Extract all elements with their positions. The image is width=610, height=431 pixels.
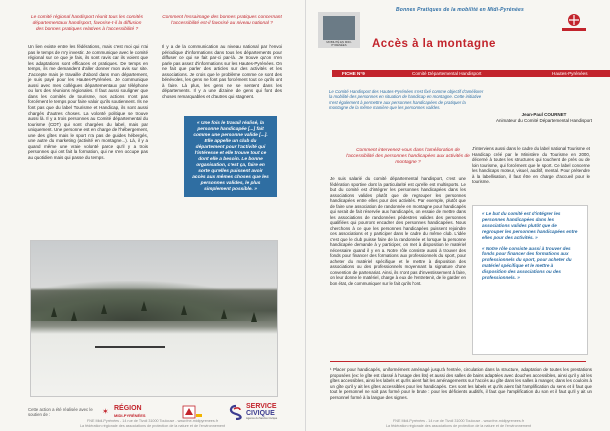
region-logo-subtext: MIDI-PYRÉNÉES	[114, 413, 146, 418]
cover-image	[323, 16, 355, 40]
photo-tree	[141, 301, 147, 311]
left-footer-tagline: La fédération régionale des associations de protection de la nature et de l'environnement	[79, 423, 226, 428]
key-quote-2: « Notre rôle consiste aussi à trouver des fonds pour financer des formations aux professionnels du sport, pour acheter du matériel spécifique et le mettre à disposition des associations ou des professionnels. »	[482, 245, 572, 281]
partner-logo	[180, 405, 204, 420]
service-civique-subtitle: CIVIQUE	[246, 410, 275, 417]
page-title: Accès à la montagne	[372, 38, 496, 50]
right-footer	[306, 419, 610, 429]
left-column-1	[28, 44, 148, 160]
region-logo-icon: ✶	[102, 407, 109, 416]
photo-tree	[221, 309, 227, 319]
collection-cover-thumbnail	[318, 12, 360, 48]
photo-tree	[71, 311, 77, 321]
key-quotes-box	[472, 205, 588, 355]
right-page	[305, 0, 610, 431]
region-logo-text: RÉGION	[114, 405, 142, 412]
dog-sled-team	[95, 346, 165, 348]
left-footer	[0, 419, 305, 429]
intro-text: Le Comité Handisport des Hautes-Pyrénées s'est fixé comme objectif d'améliorer la mobilité des personnes en situation de handicap en montagne. Cette initiative s'est également à permettre aux personnes handicapées de pratiquer la montagne de la même manière que les personnes valides.	[329, 89, 484, 111]
band-organization: Comité Départemental Handisport	[412, 71, 482, 76]
interviewee-name: Jean-Paul COURNET	[521, 112, 567, 117]
fne-logo	[556, 12, 592, 34]
region-logo	[102, 405, 182, 419]
left-heading-2: Comment l'essaimage des bonnes pratiques concernant l'accessibilité est-il favorisé au niveau national ?	[162, 15, 282, 26]
left-column-2	[162, 44, 282, 99]
photo-tree	[51, 307, 57, 317]
info-band	[332, 70, 610, 77]
series-title: Bonnes Pratiques de la mobilité en Midi-Pyrénées	[396, 7, 524, 13]
right-column-1: Je suis salarié du comité départemental handisport, c'est une fédération sportive dont la particularité est qu'elle est multisports. Le but du comité est d'intégrer les personnes handicapées dans les associations valides plutôt que de regrouper les personnes handicapées entre elles pour des activités. Par exemple, plutôt que de faire une association de randonnée en montagne pour handicapés qui serait de fait réservée aux handicapés, on essaie de mettre dans les associations de randonnées pédestres valides des personnes qualifiées qui pourront encadrer des personnes handicapées. Nous cherchons à ce que les personnes handicapées puissent rejoindre ces associations et y participer dans le cadre du même club. L'idée c'est que le club puisse faire de la randonnée et lorsque la personne handicapée demande à y participer, on met à disposition le matériel nécessaire quand il y en a. Notre rôle consiste aussi à trouver des fonds pour financer des formations aux professionnels du sport, pour acheter du matériel spécifique et le mettre à disposition des associations ou des professionnels moyennant la signature d'une convention de partenariat. Ainsi, ils n'ont pas d'investissement à faire, on leur donne le matériel, charge à eux de l'entretenir, de le garder en bon état, de communiquer sur le fait qu'ils l'ont.	[330, 176, 466, 286]
cover-caption: MOBILITÉ EN MIDI-PYRÉNÉES	[326, 40, 352, 48]
band-region: Hautes-Pyrénées	[552, 71, 588, 76]
photo-tree	[101, 304, 107, 314]
pull-quote-box: « Une fois le travail réalisé, la personne handicapée [...] fait comme une personne valide [...]. Elle appelle un club du département pour l'activité qui l'intéresse et elle trouve tout ce dont elle a besoin. Le bonne organisation, c'est ça, faire en sorte qu'elles puissent avoir accès aux mêmes choses que les personnes valides, le plus simplement possible. »	[184, 116, 277, 197]
decorative-stripes	[491, 86, 591, 104]
service-civique-title: SERVICE	[246, 403, 277, 410]
photo-tree	[181, 305, 187, 315]
left-heading-1: Le comité régional handisport réunit tous les comités départementaux handisport, favorise-t-il la diffusion des bonnes pratiques relatives à l'accessibilité ?	[31, 15, 143, 32]
section-heading: Comment intervenez-vous dans l'amélioration de l'accessibilité des personnes handicapées aux activités de montagne ?	[346, 148, 470, 165]
service-civique-caption: Agence du Service Civique	[246, 417, 278, 420]
key-quote-1: « Le but du comité est d'intégrer les personnes handicapées dans les associations valides plutôt que de regrouper les personnes handicapées entre elles pour des activités. »	[482, 211, 578, 240]
fiche-number: FICHE N°9	[342, 71, 365, 76]
footnote-text: ¹ Placer pour handicapés, uniformément aménagé jusqu'à l'entrée, circulation dans la structure, adaptation de toutes les prestations proposées (ex: le gîte est classé à l'usage des lits) et aussi des salles de bains adaptées avec douches accessibles, ainsi qu'il y ait les gîtes accessibles, ainsi les labels et qu'ils aient fait les aménagements sur l'accès au gîte dans les salles à manger, dans les couloirs à un gîte qu'il y ait les gîtes accessibles pour les handicapés. Ces sont les labels et qu'ils aient fait l'amplification du sens et il faut que tout le personnel ne soit pas formé pour le brute : pour les déficients auditifs, il faut que l'amplification du son et il faut qu'il y ait un personnel formé à la langue des signes.	[330, 367, 592, 400]
partner-logo-icon	[180, 405, 204, 420]
photo-ridge	[31, 281, 277, 321]
footnote-divider	[330, 361, 586, 362]
support-credit	[28, 407, 98, 418]
service-civique-icon	[228, 404, 244, 420]
support-credit-text: Cette action a été réalisée avec le soutien de :	[28, 407, 93, 418]
right-footer-address: FNE Midi-Pyrénées - 14 rue de Tivoli 31000 Toulouse - www.fne-midipyrenees.fr	[393, 419, 524, 423]
interviewee	[493, 112, 595, 123]
mountain-photo	[30, 240, 278, 397]
interviewee-role: Animateur du Comité Départemental Handisport	[495, 117, 593, 123]
left-column-2-text: Il y a de la communication au niveau national par l'envoi périodique d'informations dans tous les départements pour diffuser ce qui se fait par-ci par-là. Je trouve qu'on n'en parle pas assez d'informations sur les Hautes-Pyrénées. On ne fait que parler des articles sur des activités et les associations. Je crois que le problème comme ce sont des bénévoles, les gens ne font pas forcément tout ce qu'ils ont à faire. Là plus, les gens ne se sentent dans les départements. Il y a une dizaine de gens qui font des choses remarquables et d'autres qui stagnent.	[162, 44, 282, 99]
left-column-1-text: Un lien existe entre les fédérations, mais c'est moi qui n'ai pas le temps de m'y investir. Je communique avec le comité régional sur ce que je fais, ils sont ravis car ils voient que les adaptations sont efficaces et pratiques. De temps en temps, ils me demandent d'aller donner mon avis sur site. J'accepte mais je travaille d'abord dans mon département, je suis payé pour les Hautes-Pyrénées. Je communique aussi avec mes collègues départementaux par téléphone ou lors des réunions régionales. Il faut aussi souligner que dans les comités de tourisme, nos actions n'ont pas forcément le temps pour faire valoir qu'ils soutiennent. Ils ne font pas que du label Tourisme et Handicap, ils sont aussi chargés d'autres choses. La volonté politique se trouve aussi là. Il y a trois personnes au Comité départemental du tourisme (CDT) qui sont chargées du label, mais par uniquement. Une personne est en charge de l'hébergement, une des gîtes mais le sport n'a pas de guides hébergés, une autre du marketing (activité en montagne...). Là, il y a quand même une vraie volonté parce qu'il y a trois personnes qui ont fait la formation, qui ne s'en occupe pas au quotidien mais qui passe du temps.	[28, 44, 148, 160]
photo-tree	[251, 312, 257, 322]
left-footer-address: FNE Midi-Pyrénées - 14 rue de Tivoli 31000 Toulouse - www.fne-midipyrenees.fr	[87, 419, 218, 423]
right-footer-tagline: La fédération régionale des associations de protection de la nature et de l'environnement	[385, 423, 532, 428]
right-column-2: J'interviens aussi dans le cadre du label national Tourisme et Handicap créé par le Ministère du Tourisme en 2000, décerné à toutes les structures qui touchent de près ou de loin tourisme, qui forcément que le sport. Ce label concerne les handicaps moteur, visuel, auditif, mental. Pour prétendre à la labellisation, il faut être en charge d'accueil pour le tourisme.	[472, 146, 590, 184]
